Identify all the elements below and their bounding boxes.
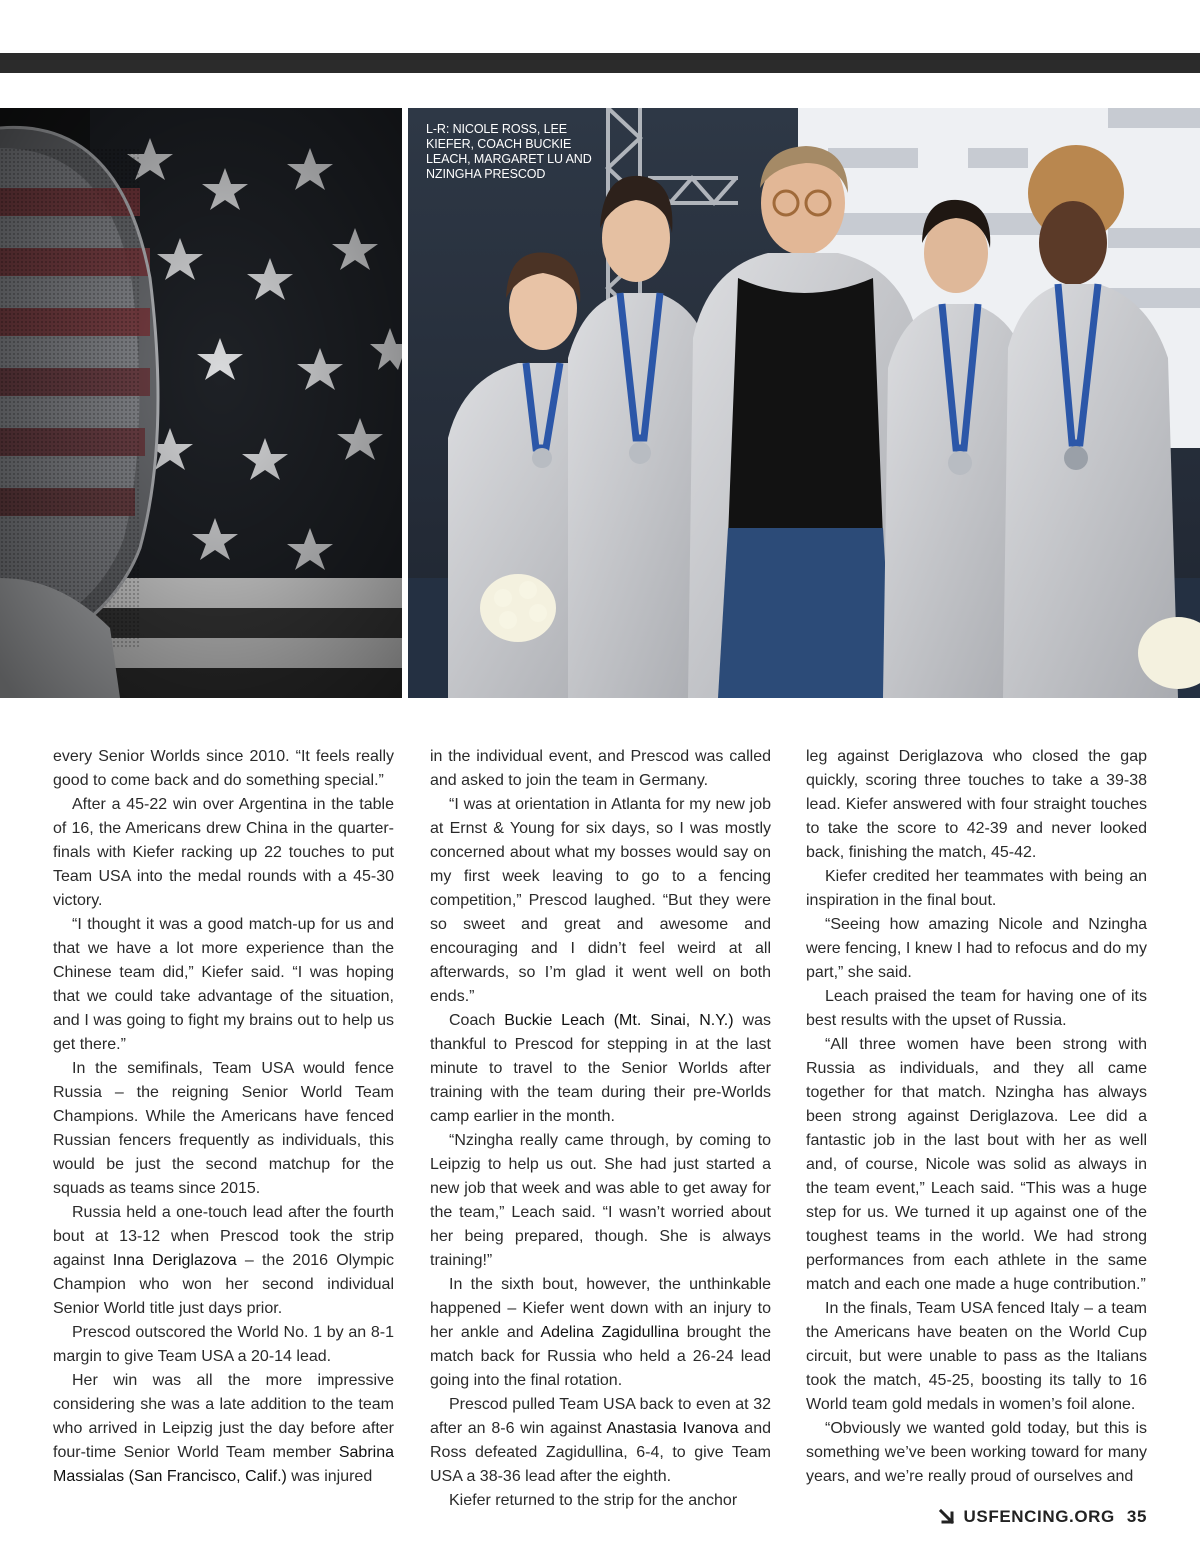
paragraph-text: was thankful to Prescod for stepping in at the last minute to travel to the Senior Worlds after training with the team during their pre-Worlds camp earlier in the month. (430, 1012, 771, 1125)
paragraph-text: Prescod outscored the World No. 1 by an 8-1 margin to give Team USA a 20-14 lead. (53, 1324, 394, 1365)
article-paragraph (53, 913, 394, 1057)
paragraph-text: Coach (449, 1012, 505, 1029)
paragraph-text: Leach praised the team for having one of its best results with the upset of Russia. (806, 988, 1147, 1029)
article-paragraph (430, 1129, 771, 1273)
paragraph-text: In the semifinals, Team USA would fence Russia – the reigning Senior World Team Champions. While the Americans have fenced Russian fencers frequently as individuals, this would be just the second matchup for the squads as teams since 2015. (53, 1060, 394, 1197)
article-paragraph (806, 1417, 1147, 1489)
article-paragraph (53, 1201, 394, 1321)
article-paragraph (806, 865, 1147, 913)
paragraph-text: Prescod pulled Team USA back to even at 32 after an 8-6 win against (430, 1396, 771, 1437)
page-number: 35 (1126, 1507, 1147, 1526)
paragraph-text: After a 45-22 win over Argentina in the table of 16, the Americans drew China in the quarter-finals with Kiefer racking up 22 touches to put Team USA into the medal rounds with a 45-30 victory. (53, 796, 394, 909)
fencing-mask-flag-photo (0, 108, 402, 698)
article-paragraph (53, 793, 394, 913)
paragraph-text: In the finals, Team USA fenced Italy – a team the Americans have beaten on the World Cup circuit, but were unable to pass as the Italians took the match, 45-25, boosting its tally to 16 World team gold medals in women’s foil alone. (806, 1300, 1147, 1413)
person-name-link: Inna Deriglazova (112, 1252, 237, 1269)
article-paragraph (430, 745, 771, 793)
article-column-3 (806, 745, 1147, 1489)
person-name-link: Sabrina Massialas (San Francisco, Calif.) (53, 1444, 394, 1485)
article-paragraph (430, 1489, 771, 1513)
article-paragraph (53, 1369, 394, 1489)
person-name-link: Adelina Zagidullina (540, 1324, 679, 1341)
team-podium-photo (408, 108, 1200, 698)
article-paragraph (53, 1057, 394, 1201)
paragraph-text: Kiefer returned to the strip for the anchor (449, 1492, 738, 1509)
paragraph-text: “I was at orientation in Atlanta for my new job at Ernst & Young for six days, so I was mostly concerned about what my bosses would say on my first week leaving to go to a fencing competition,” Prescod laughed. “But they were so sweet and great and awesome and encouraging and I didn’t feel weird at all afterwards, so I’m glad it went well on both ends.” (430, 796, 771, 1005)
paragraph-text: Kiefer credited her teammates with being an inspiration in the final bout. (806, 868, 1147, 909)
article-paragraph (430, 1393, 771, 1489)
article-paragraph (430, 1273, 771, 1393)
paragraph-text: was injured (286, 1468, 373, 1485)
article-paragraph (806, 913, 1147, 985)
paragraph-text: “I thought it was a good match-up for us and that we have a lot more experience than the Chinese team did,” Kiefer said. “I was hoping that we could take advantage of the situation, and I was going to fight my brains out to help us get there.” (53, 916, 394, 1053)
paragraph-text: every Senior Worlds since 2010. “It feels really good to come back and do something special.” (53, 748, 394, 789)
photo-caption: L-R: NICOLE ROSS, LEE KIEFER, COACH BUCKIE LEACH, MARGARET LU AND NZINGHA PRESCOD (426, 122, 592, 181)
paragraph-text: “All three women have been strong with Russia as individuals, and they all came together for that match. Nzingha has always been strong against Deriglazova. Lee did a fantastic job in the last bout with her as well and, of course, Nicole was solid as always in the team event,” Leach said. “This was a huge step for us. We turned it up against one of the toughest teams in the world. We had strong performances from each athlete in the same match and each one made a huge contribution.” (806, 1036, 1147, 1293)
paragraph-text: “Seeing how amazing Nicole and Nzingha were fencing, I knew I had to refocus and do my part,” she said. (806, 916, 1147, 981)
page-footer (938, 1504, 1147, 1530)
article-column-2 (430, 745, 771, 1513)
paragraph-text: In the sixth bout, however, the unthinkable happened – Kiefer went down with an injury to her ankle and (430, 1276, 771, 1341)
header-bar (0, 53, 1200, 73)
article-column-1 (53, 745, 394, 1489)
paragraph-text: Russia held a one-touch lead after the fourth bout at 13-12 when Prescod took the strip against (53, 1204, 394, 1269)
paragraph-text: “Obviously we wanted gold today, but this is something we’ve been working toward for many years, and we’re really proud of ourselves and (806, 1420, 1147, 1485)
paragraph-text: leg against Deriglazova who closed the gap quickly, scoring three touches to take a 39-38 lead. Kiefer answered with four straight touches to take the score to 42-39 and never looked back, finishing the match, 45-42. (806, 748, 1147, 861)
paragraph-text: Her win was all the more impressive considering she was a late addition to the team who arrived in Leipzig just the day before after four-time Senior World Team member (53, 1372, 394, 1461)
paragraph-text: – the 2016 Olympic Champion who won her second individual Senior World title just days prior. (53, 1252, 395, 1317)
article-paragraph (53, 745, 394, 793)
paragraph-text: and Ross defeated Zagidullina, 6-4, to give Team USA a 38-36 lead after the eighth. (430, 1420, 772, 1485)
article-paragraph (806, 1297, 1147, 1417)
person-name-link: Anastasia Ivanova (606, 1420, 739, 1437)
article-paragraph (806, 745, 1147, 865)
site-url: USFENCING.ORG (963, 1507, 1115, 1526)
article-paragraph (430, 1009, 771, 1129)
article-paragraph (53, 1321, 394, 1369)
article-paragraph (806, 985, 1147, 1033)
paragraph-text: brought the match back for Russia who held a 26-24 lead going into the final rotation. (430, 1324, 771, 1389)
arrow-down-right-icon (938, 1508, 956, 1526)
article-paragraph (430, 793, 771, 1009)
paragraph-text: in the individual event, and Prescod was called and asked to join the team in Germany. (430, 748, 771, 789)
paragraph-text: “Nzingha really came through, by coming to Leipzig to help us out. She had just started a new job that week and was able to get away for the team,” Leach said. “I wasn’t worried about her being prepared, though. She is always training!” (430, 1132, 771, 1269)
article-paragraph (806, 1033, 1147, 1297)
person-name-link: Buckie Leach (Mt. Sinai, N.Y.) (504, 1012, 734, 1029)
